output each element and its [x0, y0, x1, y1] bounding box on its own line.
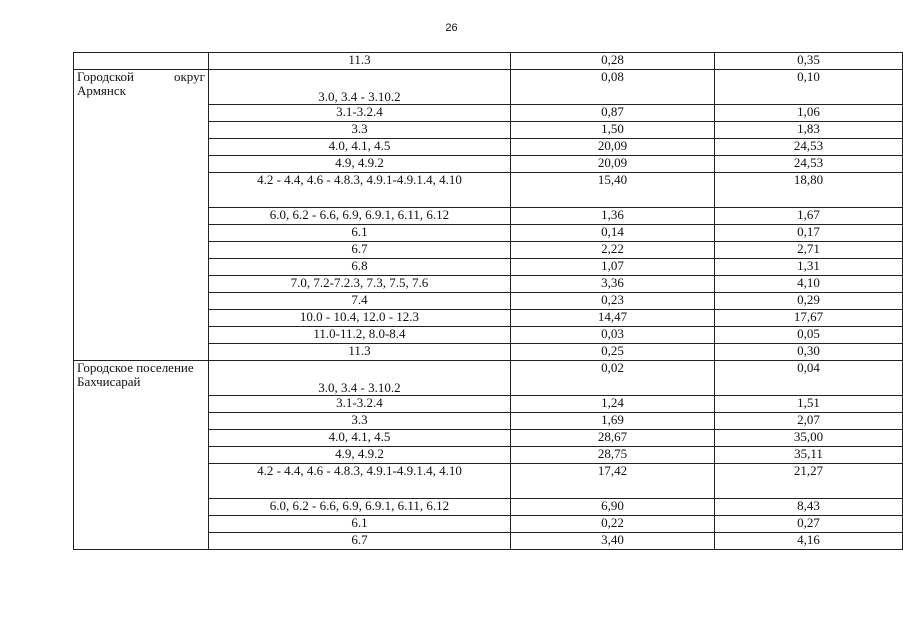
table-row — [74, 361, 903, 396]
value-2-cell: 0,05 — [715, 327, 903, 344]
value-2-cell: 1,51 — [715, 396, 903, 413]
table-row — [74, 53, 903, 70]
value-2-cell: 0,17 — [715, 225, 903, 242]
code-cell: 3.1-3.2.4 — [208, 396, 510, 413]
value-2-cell: 18,80 — [715, 173, 903, 208]
page-number: 26 — [445, 22, 458, 34]
value-2-cell: 24,53 — [715, 139, 903, 156]
value-1-cell: 0,25 — [510, 344, 714, 361]
code-cell: 6.1 — [208, 516, 510, 533]
value-1-cell: 0,14 — [510, 225, 714, 242]
value-2-cell: 8,43 — [715, 499, 903, 516]
value-2-cell: 0,04 — [715, 361, 903, 396]
code-cell: 3.3 — [208, 122, 510, 139]
code-cell: 4.2 - 4.4, 4.6 - 4.8.3, 4.9.1-4.9.1.4, 4.10 — [208, 173, 510, 208]
value-2-cell: 0,10 — [715, 70, 903, 105]
value-2-cell: 4,10 — [715, 276, 903, 293]
value-2-cell: 35,11 — [715, 447, 903, 464]
code-cell: 7.0, 7.2-7.2.3, 7.3, 7.5, 7.6 — [208, 276, 510, 293]
value-2-cell: 4,16 — [715, 533, 903, 550]
value-2-cell: 24,53 — [715, 156, 903, 173]
code-cell: 10.0 - 10.4, 12.0 - 12.3 — [208, 310, 510, 327]
code-cell: 4.0, 4.1, 4.5 — [208, 430, 510, 447]
code-cell: 6.0, 6.2 - 6.6, 6.9, 6.9.1, 6.11, 6.12 — [208, 208, 510, 225]
value-1-cell: 0,08 — [510, 70, 714, 105]
code-cell: 4.9, 4.9.2 — [208, 447, 510, 464]
code-cell: 3.0, 3.4 - 3.10.2 — [208, 361, 510, 396]
value-1-cell: 0,02 — [510, 361, 714, 396]
code-cell: 7.4 — [208, 293, 510, 310]
value-2-cell: 1,06 — [715, 105, 903, 122]
region-cell — [74, 53, 209, 70]
value-1-cell: 20,09 — [510, 156, 714, 173]
code-cell: 6.7 — [208, 533, 510, 550]
value-1-cell: 1,36 — [510, 208, 714, 225]
value-2-cell: 0,29 — [715, 293, 903, 310]
value-1-cell: 1,69 — [510, 413, 714, 430]
value-2-cell: 0,35 — [715, 53, 903, 70]
value-1-cell: 3,36 — [510, 276, 714, 293]
value-1-cell: 2,22 — [510, 242, 714, 259]
code-cell: 11.3 — [208, 53, 510, 70]
code-cell: 4.0, 4.1, 4.5 — [208, 139, 510, 156]
region-cell: Городское поселение Бахчисарай — [74, 361, 209, 550]
code-cell: 6.0, 6.2 - 6.6, 6.9, 6.9.1, 6.11, 6.12 — [208, 499, 510, 516]
value-2-cell: 1,31 — [715, 259, 903, 276]
table-row — [74, 70, 903, 105]
value-1-cell: 0,22 — [510, 516, 714, 533]
value-1-cell: 1,07 — [510, 259, 714, 276]
value-2-cell: 0,27 — [715, 516, 903, 533]
value-1-cell: 0,23 — [510, 293, 714, 310]
value-1-cell: 28,75 — [510, 447, 714, 464]
value-1-cell: 1,50 — [510, 122, 714, 139]
value-2-cell: 0,30 — [715, 344, 903, 361]
value-2-cell: 1,83 — [715, 122, 903, 139]
code-cell: 6.1 — [208, 225, 510, 242]
code-cell: 11.0-11.2, 8.0-8.4 — [208, 327, 510, 344]
value-1-cell: 1,24 — [510, 396, 714, 413]
code-cell: 3.0, 3.4 - 3.10.2 — [208, 70, 510, 105]
value-2-cell: 17,67 — [715, 310, 903, 327]
data-table — [73, 52, 903, 550]
code-cell: 4.9, 4.9.2 — [208, 156, 510, 173]
region-cell: Городской округ Армянск — [74, 70, 209, 361]
value-1-cell: 6,90 — [510, 499, 714, 516]
value-1-cell: 17,42 — [510, 464, 714, 499]
code-cell: 6.7 — [208, 242, 510, 259]
value-1-cell: 0,03 — [510, 327, 714, 344]
value-1-cell: 15,40 — [510, 173, 714, 208]
value-1-cell: 28,67 — [510, 430, 714, 447]
code-cell: 3.3 — [208, 413, 510, 430]
value-1-cell: 0,28 — [510, 53, 714, 70]
value-2-cell: 2,07 — [715, 413, 903, 430]
code-cell: 6.8 — [208, 259, 510, 276]
value-1-cell: 0,87 — [510, 105, 714, 122]
value-1-cell: 20,09 — [510, 139, 714, 156]
value-2-cell: 1,67 — [715, 208, 903, 225]
value-2-cell: 35,00 — [715, 430, 903, 447]
code-cell: 3.1-3.2.4 — [208, 105, 510, 122]
code-cell: 4.2 - 4.4, 4.6 - 4.8.3, 4.9.1-4.9.1.4, 4.10 — [208, 464, 510, 499]
value-1-cell: 14,47 — [510, 310, 714, 327]
value-2-cell: 21,27 — [715, 464, 903, 499]
value-2-cell: 2,71 — [715, 242, 903, 259]
code-cell: 11.3 — [208, 344, 510, 361]
value-1-cell: 3,40 — [510, 533, 714, 550]
